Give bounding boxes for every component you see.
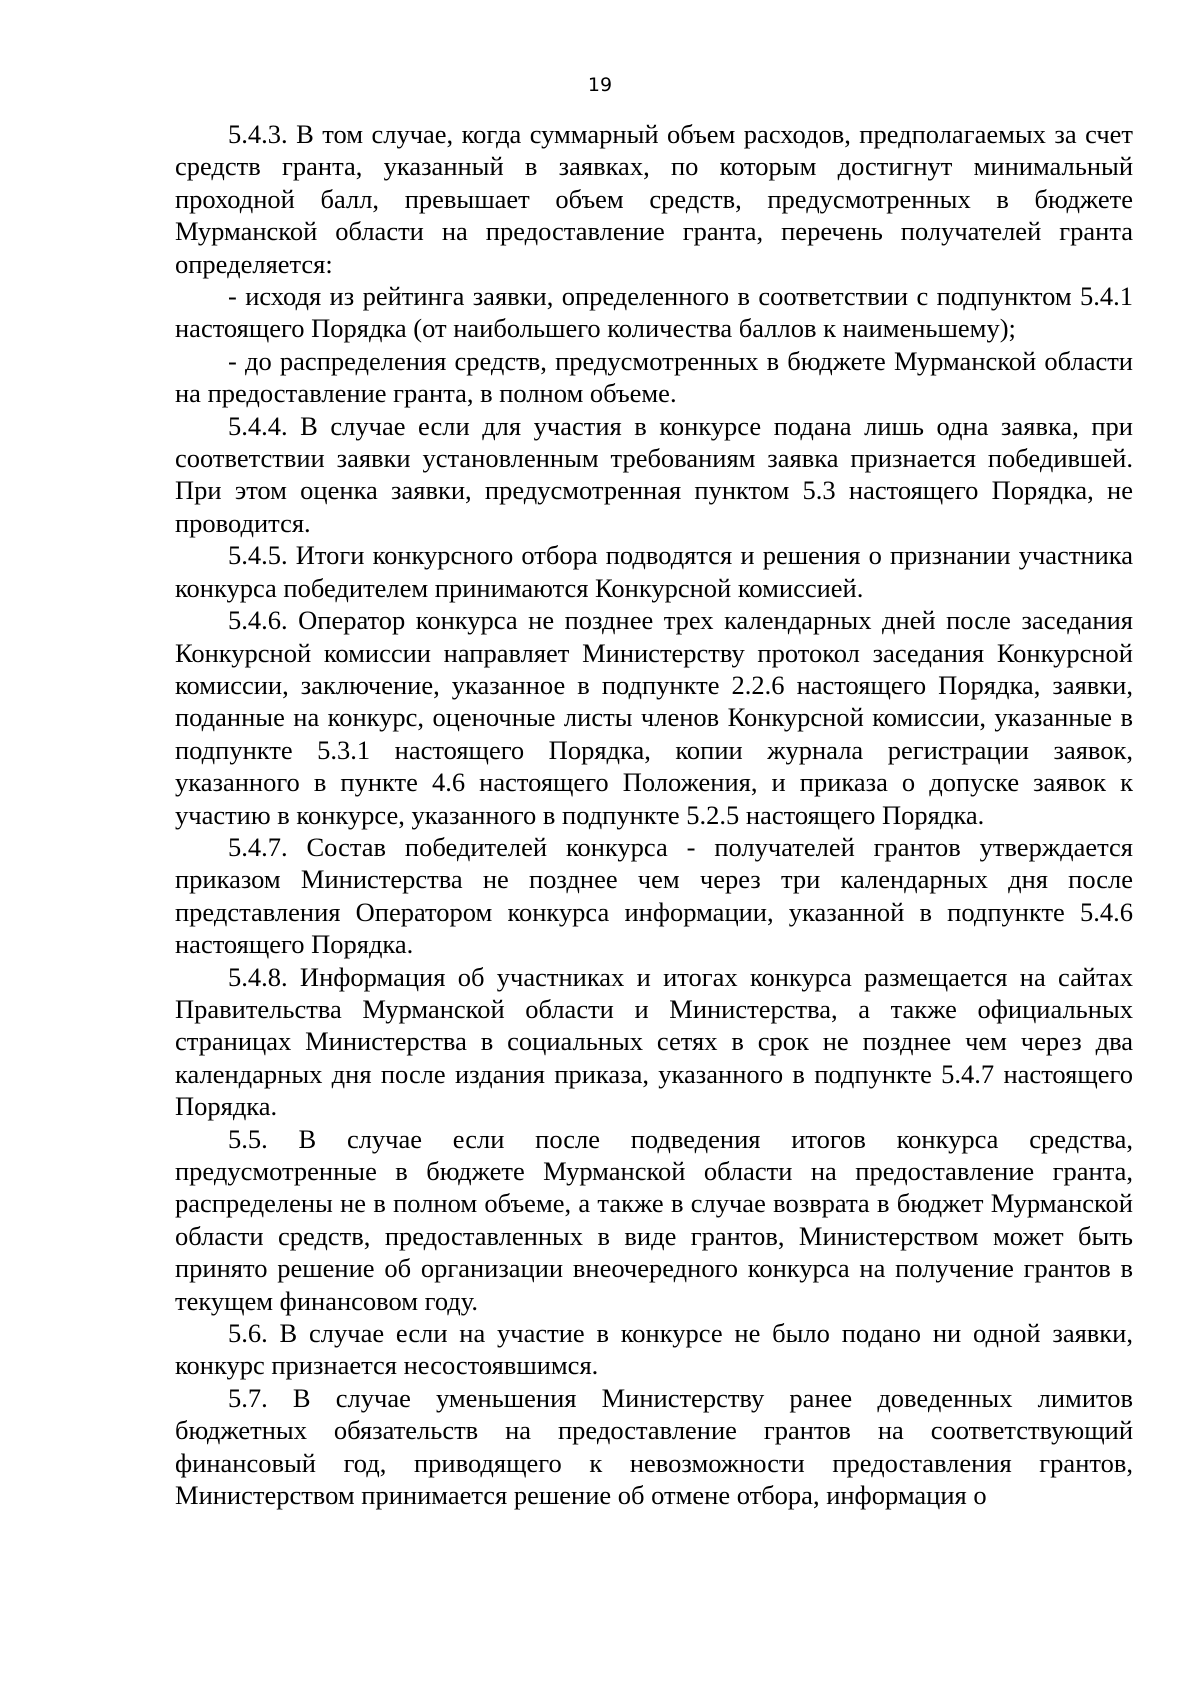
paragraph-rating-item: - исходя из рейтинга заявки, определенного в соответствии с подпунктом 5.4.1 настоящего Порядка (от наибольшего количества баллов к наименьшему);	[175, 281, 1133, 344]
paragraph-5-7: 5.7. В случае уменьшения Министерству ранее доведенных лимитов бюджетных обязательств на предоставление грантов на соответствующий финансовый год, приводящего к невозможности предоставления грантов, Министерством принимается решение об отмене отбора, информация о	[175, 1382, 1133, 1511]
paragraph-5-4-6: 5.4.6. Оператор конкурса не позднее трех календарных дней после заседания Конкурсной комиссии направляет Министерству протокол заседания Конкурсной комиссии, заключение, указанное в подпункте 2.2.6 настоящего Порядка, заявки, поданные на конкурс, оценочные листы членов Конкурсной комиссии, указанные в подпункте 5.3.1 настоящего Порядка, копии журнала регистрации заявок, указанного в пункте 4.6 настоящего Положения, и приказа о допуске заявок к участию в конкурсе, указанного в подпункте 5.2.5 настоящего Порядка.	[175, 605, 1133, 830]
paragraph-5-4-7: 5.4.7. Состав победителей конкурса - получателей грантов утверждается приказом Министерства не позднее чем через три календарных дня после представления Оператором конкурса информации, указанной в подпункте 5.4.6 настоящего Порядка.	[175, 831, 1133, 960]
paragraph-5-4-3: 5.4.3. В том случае, когда суммарный объем расходов, предполагаемых за счет средств гранта, указанный в заявках, по которым достигнут минимальный проходной балл, превышает объем средств, предусмотренных в бюджете Мурманской области на предоставление гранта, перечень получателей гранта определяется:	[175, 119, 1133, 279]
paragraph-5-4-8: 5.4.8. Информация об участниках и итогах конкурса размещается на сайтах Правительства Мурманской области и Министерства, а также официальных страницах Министерства в социальных сетях в срок не позднее чем через два календарных дня после издания приказа, указанного в подпункте 5.4.7 настоящего Порядка.	[175, 961, 1133, 1122]
paragraph-5-4-4: 5.4.4. В случае если для участия в конкурсе подана лишь одна заявка, при соответствии заявки установленным требованиям заявка признается победившей. При этом оценка заявки, предусмотренная пунктом 5.3 настоящего Порядка, не проводится.	[175, 410, 1133, 538]
paragraph-5-6: 5.6. В случае если на участие в конкурсе не было подано ни одной заявки, конкурс признается несостоявшимся.	[175, 1318, 1133, 1381]
paragraph-5-5: 5.5. В случае если после подведения итогов конкурса средства, предусмотренные в бюджете Мурманской области на предоставление гранта, распределены не в полном объеме, а также в случае возврата в бюджет Мурманской области средств, предоставленных в виде грантов, Министерством может быть принято решение об организации внеочередного конкурса на получение грантов в текущем финансовом году.	[175, 1123, 1133, 1316]
document-body	[175, 118, 1133, 1511]
paragraph-5-4-5: 5.4.5. Итоги конкурсного отбора подводятся и решения о признании участника конкурса победителем принимаются Конкурсной комиссией.	[175, 540, 1133, 603]
paragraph-distribution-item: - до распределения средств, предусмотренных в бюджете Мурманской области на предоставление гранта, в полном объеме.	[175, 345, 1133, 409]
page-number: 19	[587, 74, 613, 96]
